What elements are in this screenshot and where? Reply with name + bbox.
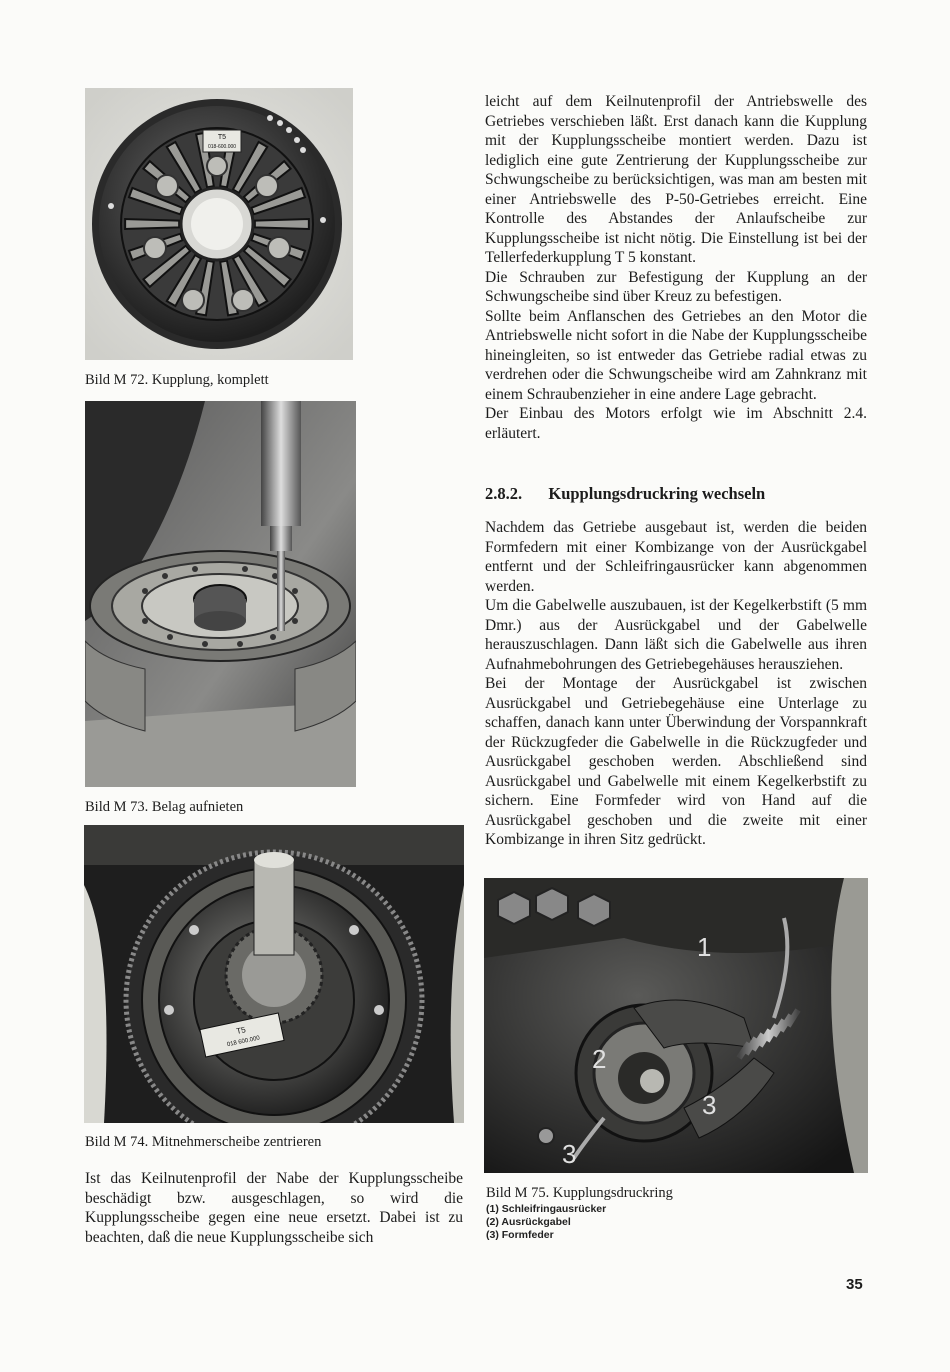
section-title: Kupplungsdruckring wechseln [548,484,766,503]
disc-centering-photo [84,825,464,1123]
right-paragraph-2: Die Schrauben zur Befestigung der Kupplung an der Schwungscheibe sind über Kreuz zu befestigen. [485,268,867,305]
figure-m75 [484,878,868,1173]
clutch-stamp-line2: 018-600.000 [207,144,237,150]
callout-2: 3 [702,1090,717,1120]
section-paragraph-3: Bei der Montage der Ausrückgabel ist zwischen Ausrückgabel und Getriebegehäuse eine Unterlage zu schaffen, danach kann unter Überwindung der Vorspannkraft der Rückzugfeder die Gabelwelle in die Rückzugfeder und Ausrückgabel geschoben werden. Abschließend sind Ausrückgabel und Gabelwelle mit einem Kegelkerbstift zu sichern. Eine Formfeder wird von Hand auf die Ausrückgabel geschoben und die zweite mit einer Kombizange in ihren Sitz gedrückt. [485,675,867,848]
release-bearing-photo [484,878,868,1173]
figure-m75-legend [486,1203,866,1242]
callout-3-top: 1 [697,932,712,962]
figure-m72-caption: Bild M 72. Kupplung, komplett [85,372,269,388]
legend-item-3: (3) Formfeder [486,1229,554,1241]
section-paragraph-2: Um die Gabelwelle auszubauen, ist der Kegelkerbstift (5 mm Dmr.) aus der Ausrückgabel und der Gabelwelle herauszuschlagen. Dann läßt sich die Gabelwelle aus ihren Aufnahmebohrungen des Getriebegehäuses herausziehen. [485,597,867,673]
clutch-stamp-line1: T5 [217,134,227,141]
right-paragraph-1: leicht auf dem Keilnutenprofil der Antriebswelle des Getriebes verschieben läßt. Erst danach kann die Kupplung mit der Kupplungsscheibe montiert werden. Dazu ist lediglich eine gute Zentrierung der Kupplungsscheibe zur Schwungscheibe zu berücksichtigen, was man am besten mit einer Antriebswelle des P-50-Getriebes erreicht. Eine Kontrolle des Abstandes der Anlaufscheibe zur Kupplungsscheibe ist nicht nötig. Die Einstellung ist bei der Tellerfederkupplung T 5 konstant. [485,93,867,266]
figure-m73 [85,401,356,787]
figure-m75-caption: Bild M 75. Kupplungsdruckring [486,1185,673,1201]
section-paragraph-1: Nachdem das Getriebe ausgebaut ist, werden die beiden Formfedern mit einer Kombizange von der Ausrückgabel entfernt und der Schleifringausrücker kann abgenommen werden. [485,519,867,595]
section-number: 2.8.2. [485,484,523,503]
lining-riveting-photo [85,401,356,787]
callout-3-bottom: 3 [562,1139,577,1169]
figure-m72 [85,88,353,360]
disc-stamp-line2: 018 600.000 [226,1035,261,1049]
right-paragraph-3: Sollte beim Anflanschen des Getriebes an den Motor die Antriebswelle nicht sofort in die Nabe der Kupplungsscheibe hineingleiten, so ist entweder das Getriebe radial etwas zu verdrehen oder die Schwungscheibe wird am Zahnkranz mit einem Schraubenzieher in eine andere Lage gebracht. [485,307,867,403]
right-column-text [485,92,867,443]
clutch-assembly-photo [85,88,353,360]
figure-m74 [84,825,464,1123]
spring-finger [125,219,179,229]
left-paragraph [85,1169,463,1247]
legend-item-2: (2) Ausrückgabel [486,1216,571,1228]
section-text [485,518,867,850]
section-heading [485,484,867,504]
legend-item-1: (1) Schleifringausrücker [486,1203,607,1215]
figure-m73-caption: Bild M 73. Belag aufnieten [85,799,244,815]
left-paragraph-text: Ist das Keilnutenprofil der Nabe der Kupplungsscheibe beschädigt bzw. ausgeschlagen, so wird die Kupplungsscheibe gegen eine neue ersetzt. Dabei ist zu beachten, daß die neue Kupplungsscheibe sich [85,1170,463,1246]
callout-1: 2 [592,1044,607,1074]
right-paragraph-4: Der Einbau des Motors erfolgt wie im Abschnitt 2.4. erläutert. [485,405,867,442]
spring-finger [255,219,309,229]
page-number: 35 [846,1276,863,1293]
disc-stamp-line1: T5 [235,1025,247,1036]
figure-m74-caption: Bild M 74. Mitnehmerscheibe zentrieren [85,1134,322,1150]
